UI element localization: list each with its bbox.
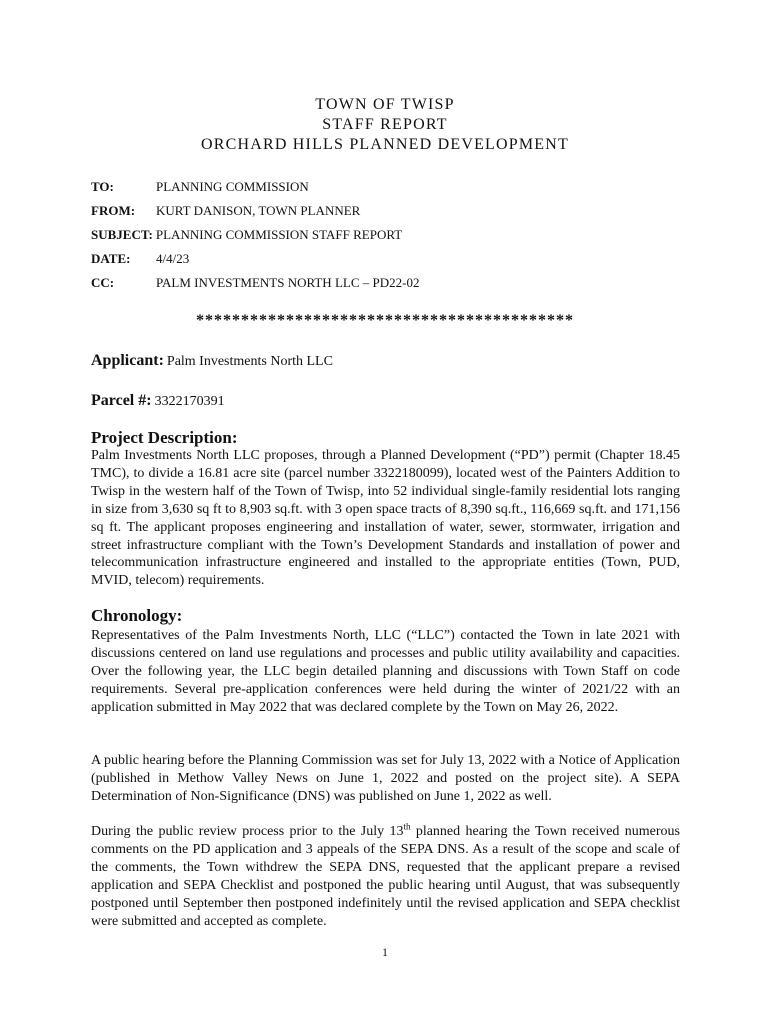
chronology-p3-start: During the public review process prior to the July 13 (91, 824, 404, 839)
memo-to-label: TO: (91, 179, 114, 194)
memo-cc-label: CC: (91, 275, 115, 290)
parcel-line (91, 392, 225, 410)
report-type-title: STAFF REPORT (322, 116, 448, 133)
project-description-text: Palm Investments North LLC proposes, through a Planned Development (“PD”) permit (Chapter 18.45 TMC), to divide a 16.81 acre site (parcel number 3322180099), located west of the Painters Addition to Twisp in the western half of the Town of Twisp, into 52 individual single-family residential lots ranging in size from 3,630 sq ft to 8,903 sq.ft. with 3 open space tracts of 8,390 sq.ft., 116,669 sq.ft. and 171,156 sq ft. The applicant proposes engineering and installation of water, sewer, stormwater, irrigation and street infrastructure compliant with the Town’s Development Standards and installation of power and telecommunication infrastructure engineered and installed to the appropriate entities (Town, PUD, MVID, telecom) requirements. (91, 448, 680, 589)
chronology-paragraph-3 (91, 823, 680, 930)
parcel-value: 3322170391 (154, 394, 225, 409)
report-town-title: TOWN OF TWISP (315, 96, 455, 113)
memo-subject-label: SUBJECT: (91, 227, 153, 242)
memo-subject-row (91, 227, 402, 243)
applicant-label: Applicant: (91, 352, 164, 369)
memo-to-value: PLANNING COMMISSION (156, 179, 309, 194)
applicant-line (91, 352, 333, 370)
memo-cc-row (91, 275, 420, 291)
page-number: 1 (382, 945, 388, 959)
report-project-title: ORCHARD HILLS PLANNED DEVELOPMENT (200, 136, 570, 153)
chronology-paragraph-1: Representatives of the Palm Investments North, LLC (“LLC”) contacted the Town in late 2021 with discussions centered on land use regulations and processes and public utility availability and capacities. Over the following year, the LLC begin detailed planning and discussions with Town Staff on code requirements. Several pre-application conferences were held during the winter of 2021/22 with an application submitted in May 2022 that was declared complete by the Town on May 26, 2022. (91, 628, 680, 715)
applicant-value: Palm Investments North LLC (166, 354, 333, 369)
memo-date-label: DATE: (91, 251, 131, 266)
memo-from-label: FROM: (91, 203, 136, 218)
chronology-paragraph-2: A public hearing before the Planning Commission was set for July 13, 2022 with a Notice of Application (published in Methow Valley News on June 1, 2022 and posted on the project site). A SEPA Determination of Non-Significance (DNS) was published on June 1, 2022 as well. (91, 753, 680, 804)
parcel-label: Parcel #: (91, 392, 152, 409)
memo-date-value: 4/4/23 (156, 251, 190, 266)
memo-subject-value: PLANNING COMMISSION STAFF REPORT (155, 227, 403, 242)
memo-from-value: KURT DANISON, TOWN PLANNER (156, 203, 361, 218)
asterisk-separator: ****************************************** (196, 312, 574, 329)
chronology-heading: Chronology: (91, 606, 183, 625)
memo-from-row (91, 203, 361, 219)
chronology-p3-end: planned hearing the Town received numerous comments on the PD application and 3 appeals of the SEPA DNS. As a result of the scope and scale of the comments, the Town withdrew the SEPA DNS, requested that the applicant prepare a revised application and SEPA Checklist and postponed the public hearing until August, that was subsequently postponed until September then postponed indefinitely until the revised application and SEPA checklist were submitted and accepted as complete. (91, 824, 680, 929)
project-description-heading: Project Description: (91, 428, 238, 447)
memo-date-row (91, 251, 190, 267)
ordinal-suffix: th (403, 821, 411, 832)
memo-cc-value: PALM INVESTMENTS NORTH LLC – PD22-02 (156, 275, 420, 290)
memo-to-row (91, 179, 309, 195)
